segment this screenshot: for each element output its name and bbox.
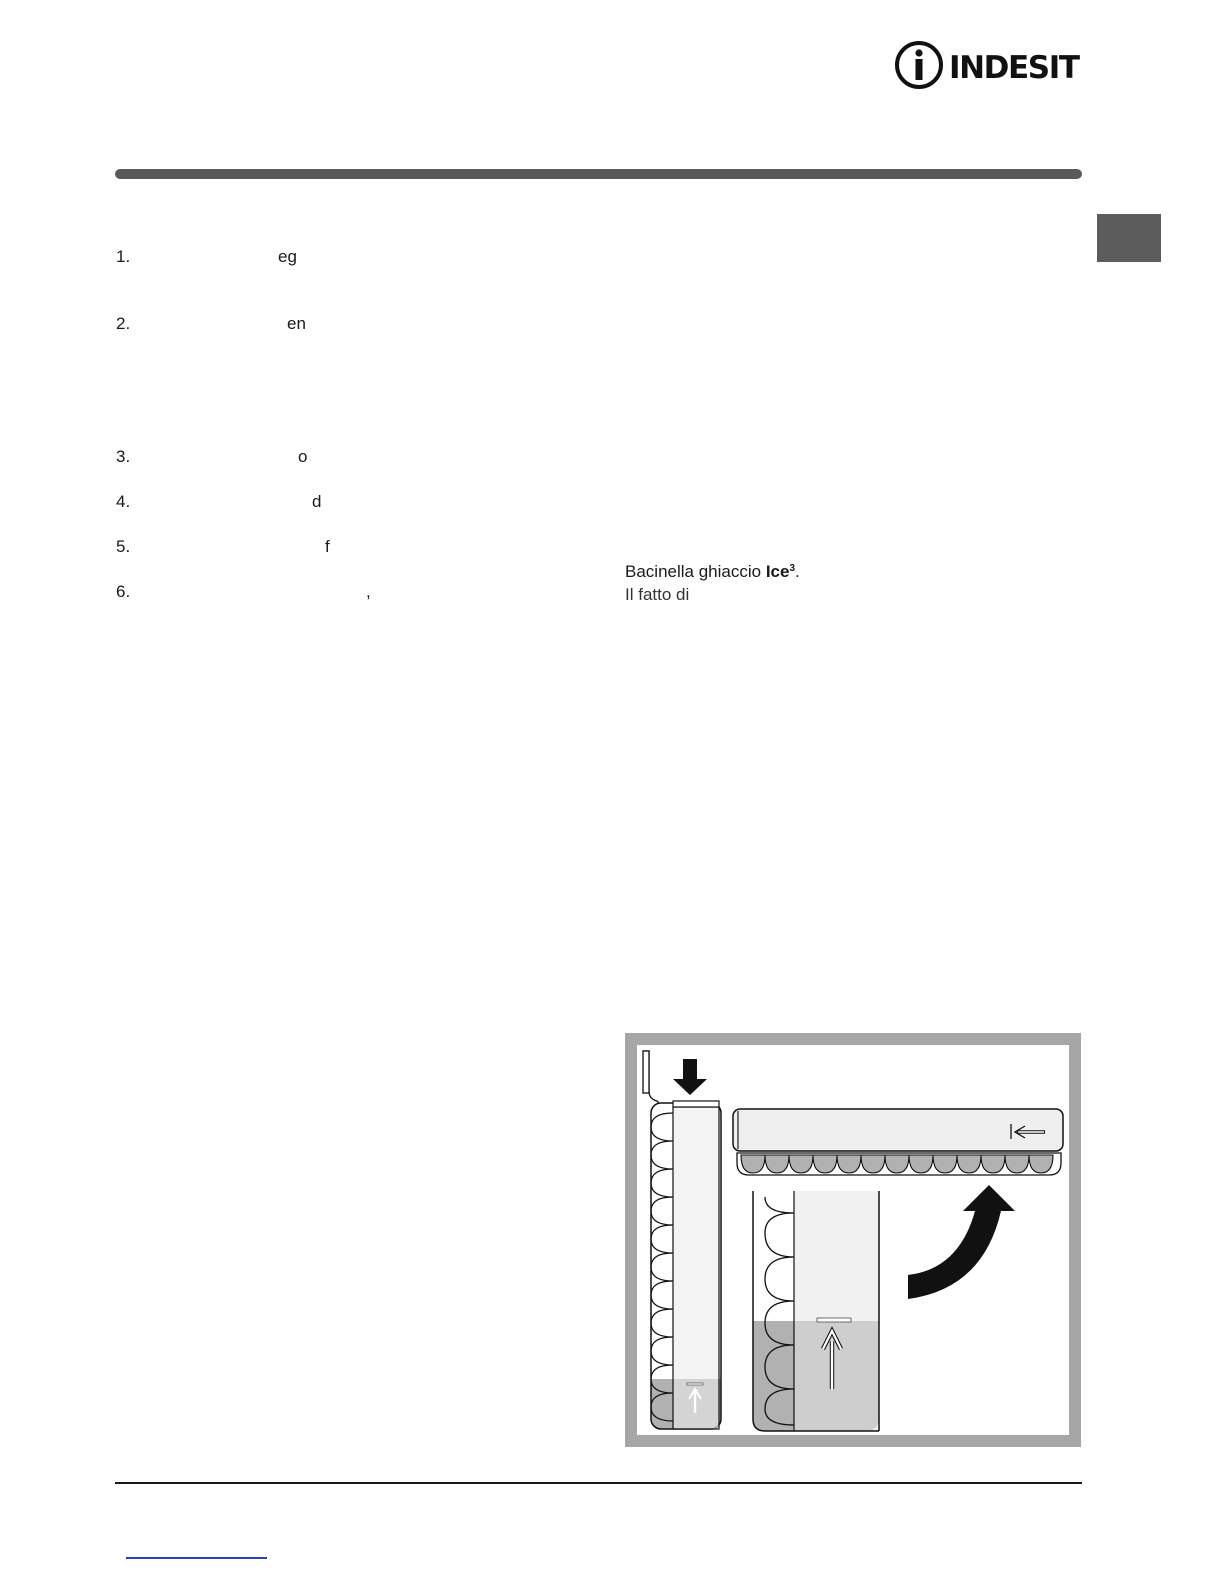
- ice-tray-illustration: [625, 1033, 1081, 1447]
- list-item-text: o: [298, 447, 308, 466]
- ice-tray-drawing: [637, 1045, 1069, 1435]
- ice-tray-illustration-canvas: [637, 1045, 1069, 1435]
- list-item-number: 4.: [116, 492, 131, 511]
- list-item-text: en: [287, 314, 306, 333]
- list-item-number: 3.: [116, 447, 131, 466]
- ice-tray-vertical-filling: [643, 1051, 721, 1431]
- list-item-number: 2.: [116, 314, 131, 333]
- list-item-text: d: [312, 492, 322, 511]
- ice-title-prefix: Bacinella ghiaccio: [625, 562, 766, 581]
- ice-tray-heading: [625, 557, 1085, 583]
- brand-name: INDESIT: [949, 50, 1079, 86]
- ice-title-superscript: 3: [789, 563, 796, 574]
- rotate-arrow-icon: [908, 1185, 1015, 1299]
- ice-tray-text: Il fatto di: [625, 585, 690, 604]
- ice-tray-vertical-closeup: [753, 1191, 879, 1433]
- footer-divider: [115, 1482, 1082, 1484]
- footer-link-underline[interactable]: [126, 1557, 267, 1559]
- ice-title-bold: Ice: [765, 562, 790, 581]
- arrow-down-icon: [673, 1059, 707, 1095]
- list-item-text: eg: [278, 247, 297, 266]
- ice-tray-section: [625, 557, 1085, 606]
- ice-title-suffix: .: [795, 562, 800, 581]
- indesit-i-logo-icon: [893, 38, 1083, 92]
- header-divider: [115, 169, 1082, 179]
- list-item-number: 1.: [116, 247, 131, 266]
- indesit-logo: [893, 38, 1083, 92]
- list-item-text: ,: [366, 582, 371, 601]
- list-item-number: 6.: [116, 582, 131, 601]
- list-item-text: f: [325, 537, 330, 556]
- list-item-number: 5.: [116, 537, 131, 556]
- language-tab: [1097, 214, 1161, 262]
- ice-tray-horizontal-full: [733, 1109, 1063, 1175]
